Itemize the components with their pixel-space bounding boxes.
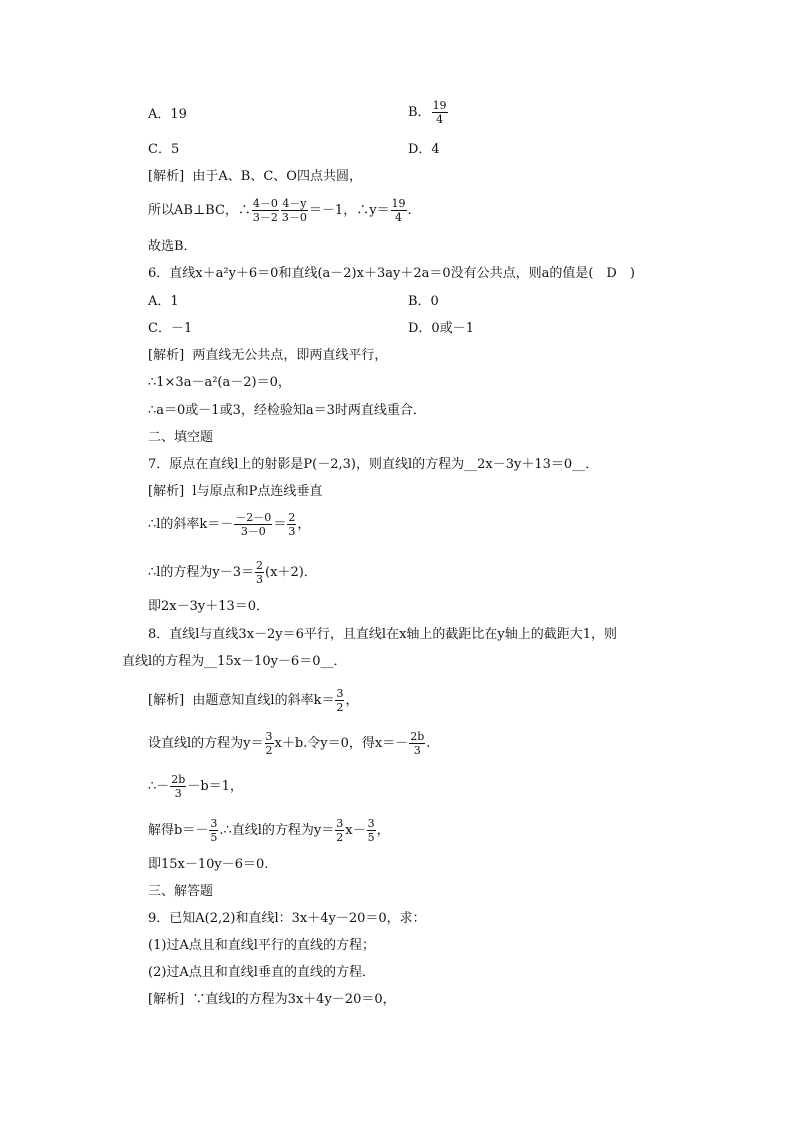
analysis-line: [148, 168, 362, 186]
fraction: [335, 687, 344, 714]
fraction: [287, 511, 296, 538]
option-d: D．0或－1: [408, 321, 474, 336]
denominator: 2: [265, 744, 273, 757]
numerator: 3: [336, 687, 344, 700]
denominator: 3－0: [281, 211, 307, 224]
option-b: B．0: [408, 294, 439, 309]
denominator: 4: [395, 211, 403, 224]
analysis-text: ∴l的方程为y－3＝: [148, 565, 255, 580]
denominator: 2: [336, 831, 344, 844]
analysis-line: [148, 194, 412, 228]
numerator: 3: [367, 817, 375, 830]
analysis-text: ＝－1，∴y＝: [308, 203, 390, 218]
denominator: 4: [436, 113, 444, 126]
analysis-tag: [解析]: [148, 484, 185, 499]
analysis-line: [148, 508, 310, 542]
analysis-line: [148, 814, 390, 848]
fraction: [252, 197, 279, 224]
analysis-tag: [解析]: [148, 169, 185, 184]
analysis-line: [148, 556, 317, 590]
analysis-tag: [解析]: [148, 992, 185, 1007]
analysis-text: 两直线无公共点，即两直线平行，: [192, 348, 388, 363]
option-d: D．4: [408, 142, 440, 157]
analysis-text: ，: [376, 823, 390, 838]
numerator: 2b: [171, 773, 186, 786]
analysis-text: －b＝1，: [187, 779, 243, 794]
denominator: 3: [288, 525, 296, 538]
answer-blank: __15x－10y－6＝0__: [204, 654, 334, 669]
numerator: 4－0: [252, 197, 278, 210]
denominator: 3: [413, 744, 421, 757]
denominator: 3－2: [252, 211, 278, 224]
question-stem: [122, 653, 347, 671]
analysis-text: .: [407, 203, 412, 218]
analysis-line: 即15x－10y－6＝0.: [148, 857, 269, 872]
question-part: (2)过A点且和直线l垂直的直线的方程．: [148, 965, 375, 980]
analysis-text: 由于A、B、C、O四点共圆，: [192, 169, 362, 184]
option-b: [408, 96, 449, 130]
stem-text: ．: [585, 457, 599, 472]
option-c: C．5: [148, 142, 180, 157]
conclusion: 故选B．: [148, 239, 197, 254]
numerator: 3: [210, 817, 218, 830]
fraction: [432, 99, 448, 126]
analysis-text: 由题意知直线l的斜率k＝: [192, 693, 335, 708]
option-b-label: B．: [408, 105, 431, 120]
analysis-text: x－: [345, 823, 366, 838]
question-stem: [148, 456, 598, 474]
analysis-text: ∴l的斜率k＝－: [148, 517, 234, 532]
analysis-text: 解得b＝－: [148, 823, 209, 838]
question-stem: 6．直线x＋a²y＋6＝0和直线(a－2)x＋3ay＋2a＝0没有公共点，则a的值是( D ): [148, 266, 635, 281]
numerator: 3: [336, 817, 344, 830]
analysis-text: 所以AB⊥BC，∴: [148, 203, 251, 218]
denominator: 5: [367, 831, 375, 844]
option-a: A．19: [148, 107, 187, 122]
numerator: 3: [265, 730, 273, 743]
numerator: 4－y: [282, 197, 307, 210]
analysis-line: [148, 727, 430, 761]
analysis-text: .∴直线l的方程为y＝: [219, 823, 335, 838]
analysis-text: l与原点和P点连线垂直: [192, 484, 323, 499]
analysis-text: ，: [297, 517, 311, 532]
analysis-text: ∵直线l的方程为3x＋4y－20＝0，: [192, 992, 396, 1007]
numerator: 2: [256, 559, 264, 572]
question-stem: 9．已知A(2,2)和直线l：3x＋4y－20＝0，求：: [148, 911, 426, 926]
analysis-line: [148, 483, 322, 501]
analysis-line: [148, 770, 243, 804]
denominator: 3: [174, 787, 182, 800]
stem-text: ．: [333, 654, 347, 669]
fraction: [391, 197, 407, 224]
denominator: 2: [336, 701, 344, 714]
analysis-line: ∴a＝0或－1或3，经检验知a＝3时两直线重合．: [148, 403, 426, 418]
question-part: (1)过A点且和直线l平行的直线的方程；: [148, 938, 375, 953]
stem-text: 7．原点在直线l上的射影是P(－2,3)，则直线l的方程为: [148, 457, 465, 472]
analysis-text: .: [426, 736, 431, 751]
fraction: [281, 197, 308, 224]
section-heading: 二、填空题: [148, 430, 214, 445]
analysis-text: ＝: [273, 517, 287, 532]
denominator: 5: [210, 831, 218, 844]
fraction: [367, 817, 376, 844]
analysis-line: ∴1×3a－a²(a－2)＝0，: [148, 375, 291, 390]
analysis-tag: [解析]: [148, 693, 185, 708]
analysis-text: ∴－: [148, 779, 170, 794]
option-a: A．1: [148, 294, 179, 309]
analysis-text: ，: [345, 693, 359, 708]
numerator: －2－0: [235, 511, 272, 524]
fraction: [209, 817, 218, 844]
fraction: [409, 730, 425, 757]
analysis-line: [148, 991, 396, 1009]
analysis-text: x＋b.令y＝0，得x＝－: [274, 736, 409, 751]
option-c: C．－1: [148, 321, 193, 336]
analysis-line: [148, 684, 358, 718]
analysis-text: 设直线l的方程为y＝: [148, 736, 264, 751]
analysis-text: (x＋2)．: [265, 565, 317, 580]
section-heading: 三、解答题: [148, 884, 214, 899]
question-stem: 8．直线l与直线3x－2y＝6平行，且直线l在x轴上的截距比在y轴上的截距大1，则: [148, 627, 618, 642]
numerator: 2b: [410, 730, 425, 743]
numerator: 2: [288, 511, 296, 524]
fraction: [335, 817, 344, 844]
fraction: [234, 511, 272, 538]
numerator: 19: [432, 99, 447, 112]
analysis-line: 即2x－3y＋13＝0．: [148, 599, 270, 614]
denominator: 3－0: [240, 525, 266, 538]
fraction: [265, 730, 274, 757]
analysis-tag: [解析]: [148, 348, 185, 363]
analysis-line: [148, 347, 387, 365]
fraction: [255, 559, 264, 586]
numerator: 19: [391, 197, 406, 210]
fraction: [170, 773, 186, 800]
answer-blank: __2x－3y＋13＝0__: [464, 457, 586, 472]
denominator: 3: [256, 573, 264, 586]
stem-text: 直线l的方程为: [122, 654, 205, 669]
